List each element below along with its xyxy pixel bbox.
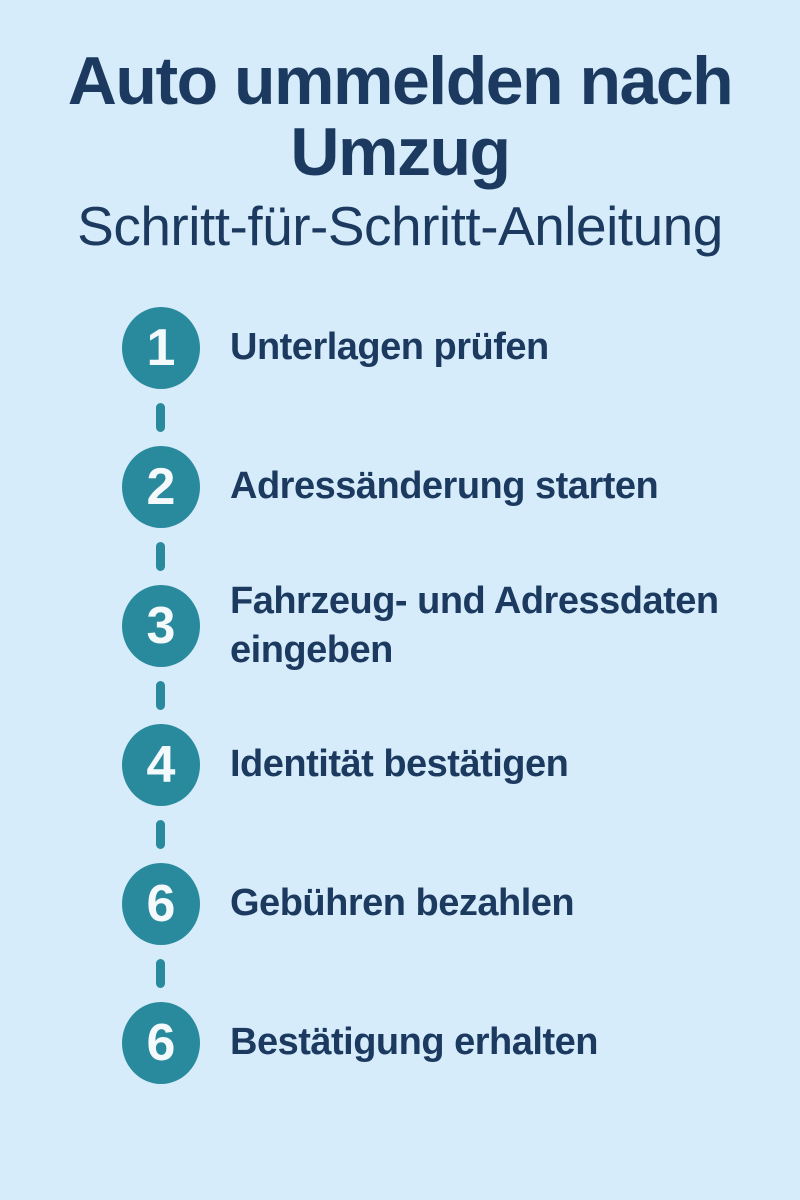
step-row-1 xyxy=(0,278,800,417)
step-row-5 xyxy=(0,834,800,973)
step-number-badge xyxy=(122,446,200,528)
step-number: 6 xyxy=(146,874,176,933)
step-number: 4 xyxy=(146,735,176,794)
step-number-badge xyxy=(122,585,200,667)
step-label: Bestätigung erhalten xyxy=(230,1021,598,1064)
step-number-badge xyxy=(122,724,200,806)
page-title-line1: Auto ummelden nach xyxy=(67,43,733,119)
step-label: Unterlagen prüfen xyxy=(230,326,549,369)
step-label: Gebühren bezahlen xyxy=(230,882,575,925)
step-number: 1 xyxy=(146,318,176,377)
step-number: 3 xyxy=(146,596,176,655)
page-title xyxy=(0,0,800,190)
step-list xyxy=(0,278,800,1112)
step-label: Identität bestätigen xyxy=(230,743,569,786)
step-number: 6 xyxy=(146,1013,176,1072)
step-row-2 xyxy=(0,417,800,556)
page-title-line2: Umzug xyxy=(290,113,510,190)
page-subtitle: Schritt-für-Schritt-Anleitung xyxy=(77,195,723,258)
step-number-badge xyxy=(122,863,200,945)
step-row-6 xyxy=(0,973,800,1112)
step-label: Adressänderung starten xyxy=(230,465,659,508)
step-row-3 xyxy=(0,556,800,695)
step-label: Fahrzeug- und Adressdaten eingeben xyxy=(230,579,719,671)
step-number: 2 xyxy=(146,457,176,516)
step-number-badge xyxy=(122,307,200,389)
step-number-badge xyxy=(122,1002,200,1084)
step-row-4 xyxy=(0,695,800,834)
